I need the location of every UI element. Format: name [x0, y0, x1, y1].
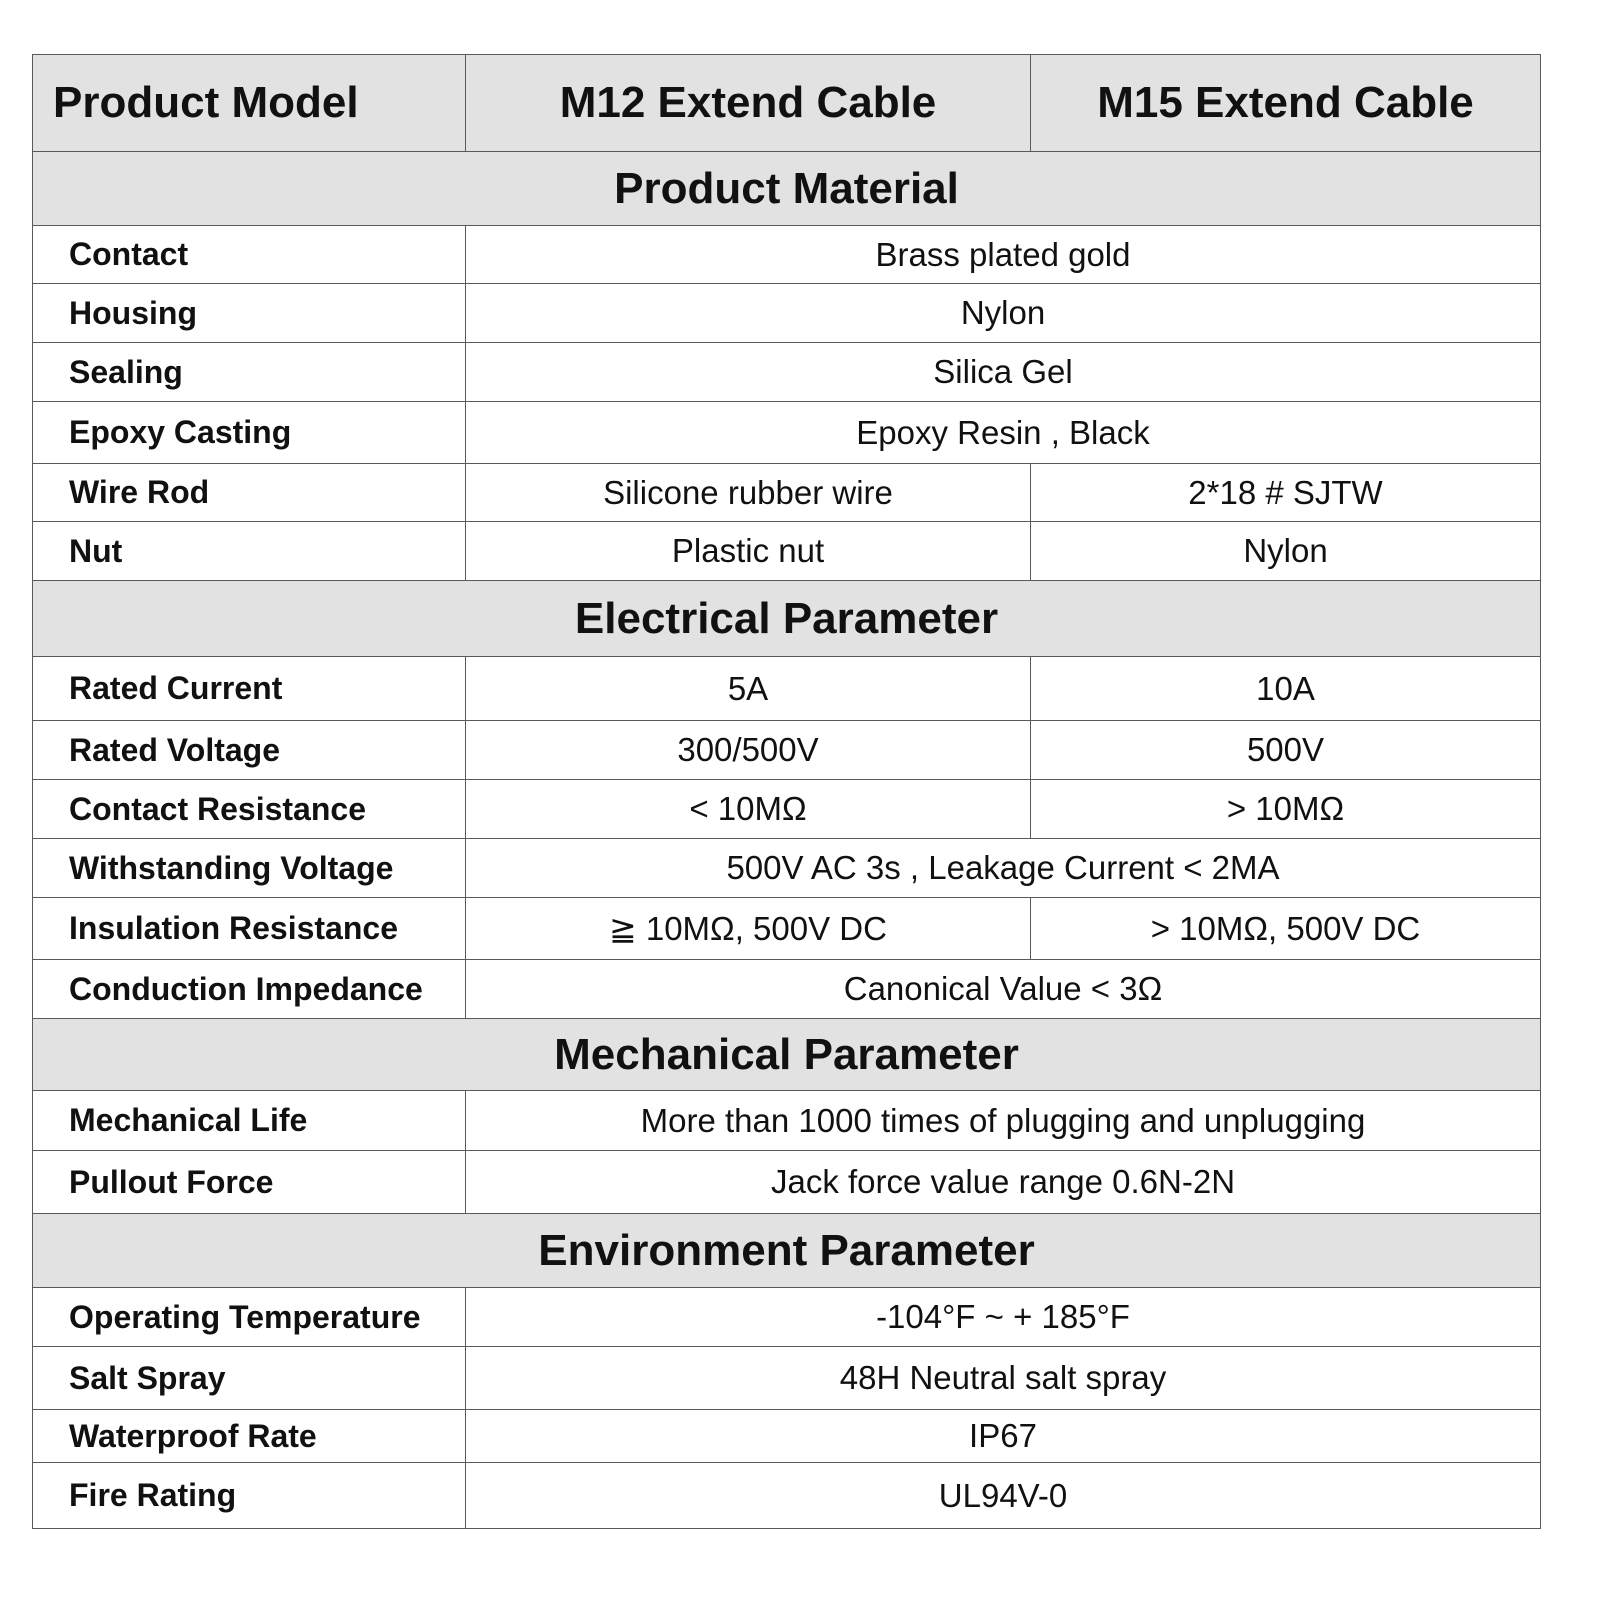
row-label: Operating Temperature [33, 1288, 466, 1347]
row-value: Canonical Value < 3Ω [466, 960, 1541, 1019]
spec-table [32, 54, 1541, 1529]
row-label: Rated Current [33, 657, 466, 721]
spec-row [33, 1463, 1541, 1529]
spec-row [33, 1410, 1541, 1463]
spec-row [33, 343, 1541, 402]
row-value-m12: Plastic nut [466, 522, 1031, 581]
row-label: Contact Resistance [33, 780, 466, 839]
spec-row [33, 226, 1541, 284]
row-label: Waterproof Rate [33, 1410, 466, 1463]
spec-row [33, 657, 1541, 721]
row-value-m12: 300/500V [466, 721, 1031, 780]
spec-row [33, 284, 1541, 343]
row-label: Mechanical Life [33, 1091, 466, 1151]
spec-row [33, 1288, 1541, 1347]
row-value-m12: 5A [466, 657, 1031, 721]
row-value: More than 1000 times of plugging and unplugging [466, 1091, 1541, 1151]
section-title-material: Product Material [33, 152, 1541, 226]
row-value: Silica Gel [466, 343, 1541, 402]
row-value: Brass plated gold [466, 226, 1541, 284]
row-value-m12: ≧ 10MΩ, 500V DC [466, 898, 1031, 960]
section-title-environment: Environment Parameter [33, 1214, 1541, 1288]
header-m15: M15 Extend Cable [1031, 55, 1541, 152]
spec-row [33, 402, 1541, 464]
row-label: Rated Voltage [33, 721, 466, 780]
header-m12: M12 Extend Cable [466, 55, 1031, 152]
section-row [33, 152, 1541, 226]
header-label: Product Model [33, 55, 466, 152]
row-label: Salt Spray [33, 1347, 466, 1410]
spec-row [33, 721, 1541, 780]
section-row [33, 581, 1541, 657]
row-value: -104°F ~ + 185°F [466, 1288, 1541, 1347]
row-value-m15: Nylon [1031, 522, 1541, 581]
row-value-m15: 2*18 # SJTW [1031, 464, 1541, 522]
row-value-m15: > 10MΩ [1031, 780, 1541, 839]
section-row [33, 1214, 1541, 1288]
row-label: Fire Rating [33, 1463, 466, 1529]
row-label: Contact [33, 226, 466, 284]
spec-row [33, 1347, 1541, 1410]
row-label: Epoxy Casting [33, 402, 466, 464]
row-label: Conduction Impedance [33, 960, 466, 1019]
row-value: Jack force value range 0.6N-2N [466, 1151, 1541, 1214]
section-row [33, 1019, 1541, 1091]
spec-row [33, 780, 1541, 839]
row-value-m12: Silicone rubber wire [466, 464, 1031, 522]
row-label: Wire Rod [33, 464, 466, 522]
row-label: Sealing [33, 343, 466, 402]
row-value: Nylon [466, 284, 1541, 343]
header-row [33, 55, 1541, 152]
row-label: Insulation Resistance [33, 898, 466, 960]
spec-row [33, 960, 1541, 1019]
spec-row [33, 1091, 1541, 1151]
row-value-m12: < 10MΩ [466, 780, 1031, 839]
section-title-electrical: Electrical Parameter [33, 581, 1541, 657]
row-label: Nut [33, 522, 466, 581]
row-value: 500V AC 3s , Leakage Current < 2MA [466, 839, 1541, 898]
row-value: UL94V-0 [466, 1463, 1541, 1529]
row-value: 48H Neutral salt spray [466, 1347, 1541, 1410]
spec-row [33, 522, 1541, 581]
spec-row [33, 464, 1541, 522]
row-value-m15: > 10MΩ, 500V DC [1031, 898, 1541, 960]
row-value: Epoxy Resin , Black [466, 402, 1541, 464]
row-label: Withstanding Voltage [33, 839, 466, 898]
spec-row [33, 839, 1541, 898]
spec-row [33, 1151, 1541, 1214]
row-label: Pullout Force [33, 1151, 466, 1214]
spec-row [33, 898, 1541, 960]
section-title-mechanical: Mechanical Parameter [33, 1019, 1541, 1091]
row-label: Housing [33, 284, 466, 343]
row-value-m15: 10A [1031, 657, 1541, 721]
row-value-m15: 500V [1031, 721, 1541, 780]
row-value: IP67 [466, 1410, 1541, 1463]
